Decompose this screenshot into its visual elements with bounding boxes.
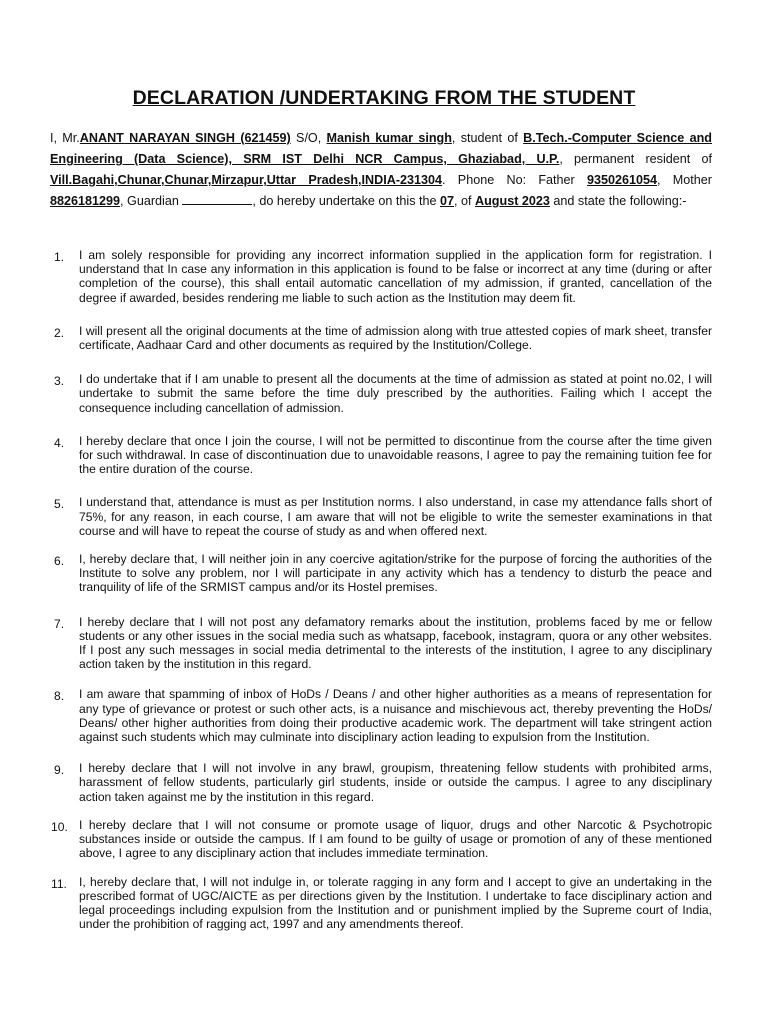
item-text: I, hereby declare that, I will neither join in any coercive agitation/strike for the purpose of forcing the authorities of the Institute to solve any problem, nor I will participate in any activity which has a tendency to disturb the peace and tranquility of life of the SRMIST campus and/or its Hostel premises. bbox=[79, 552, 712, 595]
list-item bbox=[50, 495, 712, 538]
intro-text: , do hereby undertake on this the bbox=[252, 194, 440, 208]
list-item bbox=[50, 434, 712, 477]
intro-text: and state the following:- bbox=[549, 194, 687, 208]
item-number: 4. bbox=[54, 435, 65, 450]
list-item bbox=[50, 552, 712, 595]
list-item bbox=[50, 324, 712, 352]
permanent-address: Vill.Bagahi,Chunar,Chunar,Mirzapur,Uttar Pradesh,INDIA-231304 bbox=[50, 173, 443, 187]
intro-text: S/O, bbox=[290, 131, 327, 145]
item-text: I hereby declare that once I join the course, I will not be permitted to discontinue from the course after the time given for such withdrawal. In case of discontinuation due to unavoidable reasons, I agree to pay the remaining tuition fee for the entire duration of the course. bbox=[79, 433, 712, 477]
intro-text: . Phone No: Father bbox=[442, 173, 587, 187]
item-number: 3. bbox=[54, 374, 65, 389]
program-name: B.Tech.-Computer Science and Engineering (Data Science), SRM IST Delhi NCR Campus, Ghaziabad, U.P. bbox=[50, 131, 712, 166]
item-number: 2. bbox=[54, 325, 65, 340]
item-number: 1. bbox=[54, 250, 65, 264]
item-number: 7. bbox=[54, 616, 65, 631]
guardian-blank bbox=[182, 194, 252, 205]
list-item bbox=[50, 761, 712, 804]
list-item bbox=[50, 248, 712, 305]
item-text: I hereby declare that I will not consume or promote usage of liquor, drugs and other Narcotic & Psychotropic substances inside or outside the campus. If I am found to be guilty of usage or promotion of any of these mentioned above, I agree to any disciplinary action that includes immediate termination. bbox=[79, 817, 712, 861]
list-item bbox=[50, 372, 712, 415]
declaration-intro bbox=[50, 128, 712, 212]
declaration-month-year: August 2023 bbox=[475, 194, 550, 208]
item-number: 10. bbox=[51, 819, 68, 834]
intro-text: , Guardian bbox=[120, 194, 183, 208]
item-text: I am aware that spamming of inbox of HoDs / Deans / and other higher authorities as a means of representation for any type of grievance or protest or such other acts, is a nuisance and mischievous act, thereby preventing the HoDs/ Deans/ other higher authorities from doing their productive academic work. The department will take stringent action against such students which may culminate into disciplinary action leading to expulsion from the Institution. bbox=[79, 687, 712, 745]
item-text: I hereby declare that I will not post any defamatory remarks about the institution, problems faced by me or fellow students or any other issues in the social media such as whatsapp, facebook, instagram, quora or any other websites. If I post any such messages in social media detrimental to the interests of the institution, I agree to any disciplinary action taken by the institution in this regard. bbox=[79, 614, 712, 672]
item-text: I am solely responsible for providing any incorrect information supplied in the application form for registration. I understand that In case any information in this application is found to be false or incorrect at any time (during or after completion of the course), this shall entail automatic cancellation of my admission, if granted, cancellation of the degree if awarded, besides rendering me liable to such action as the Institution may deem fit. bbox=[79, 248, 712, 305]
mother-phone: 8826181299 bbox=[50, 194, 121, 208]
item-text: I hereby declare that I will not involve in any brawl, groupism, threatening fellow students with prohibited arms, harassment of fellow students, particularly girl students, inside or outside the campus. I agree to any disciplinary action taken against me by the institution in this regard. bbox=[79, 761, 712, 804]
item-text: I, hereby declare that, I will not indulge in, or tolerate ragging in any form and I accept to give an undertaking in the prescribed format of UGC/AICTE as per directions given by the Institution. I undertake to face disciplinary action and legal proceedings including expulsion from the Institution and or punishment implied by the Supreme court of India, under the prohibition of ragging act, 1997 and any amendments thereof. bbox=[79, 874, 712, 932]
list-item bbox=[50, 615, 712, 672]
item-number: 8. bbox=[54, 689, 65, 704]
declaration-day: 07 bbox=[440, 194, 455, 208]
item-number: 9. bbox=[54, 763, 65, 778]
father-phone: 9350261054 bbox=[586, 173, 658, 187]
document-title: DECLARATION /UNDERTAKING FROM THE STUDENT bbox=[132, 87, 636, 109]
item-number: 11. bbox=[51, 876, 67, 891]
item-text: I will present all the original documents at the time of admission along with true attested copies of mark sheet, transfer certificate, Aadhaar Card and other documents as required by the Institution/College. bbox=[79, 323, 712, 353]
list-item bbox=[50, 818, 712, 861]
item-number: 6. bbox=[54, 554, 65, 569]
item-text: I do undertake that if I am unable to present all the documents at the time of admission as stated at point no.02, I will undertake to submit the same before the time duly prescribed by the authorities. Failing which I accept the consequence including cancellation of admission. bbox=[79, 372, 712, 415]
item-number: 5. bbox=[54, 497, 65, 512]
intro-text: , of bbox=[454, 194, 476, 208]
item-text: I understand that, attendance is must as per Institution norms. I also understand, in case my attendance falls short of 75%, for any reason, in each course, I am aware that will not be eligible to write the semester examinations in that course and will have to repeat the course of study as and when offered next. bbox=[79, 495, 712, 538]
intro-text: , Mother bbox=[657, 173, 712, 187]
intro-text: , student of bbox=[451, 131, 524, 145]
undertaking-list bbox=[50, 248, 712, 931]
intro-text: , permanent resident of bbox=[559, 152, 712, 166]
list-item bbox=[50, 875, 712, 932]
intro-text: I, Mr. bbox=[50, 131, 80, 145]
student-name: ANANT NARAYAN SINGH (621459) bbox=[79, 131, 291, 145]
father-name: Manish kumar singh bbox=[326, 131, 452, 145]
list-item bbox=[50, 687, 712, 744]
